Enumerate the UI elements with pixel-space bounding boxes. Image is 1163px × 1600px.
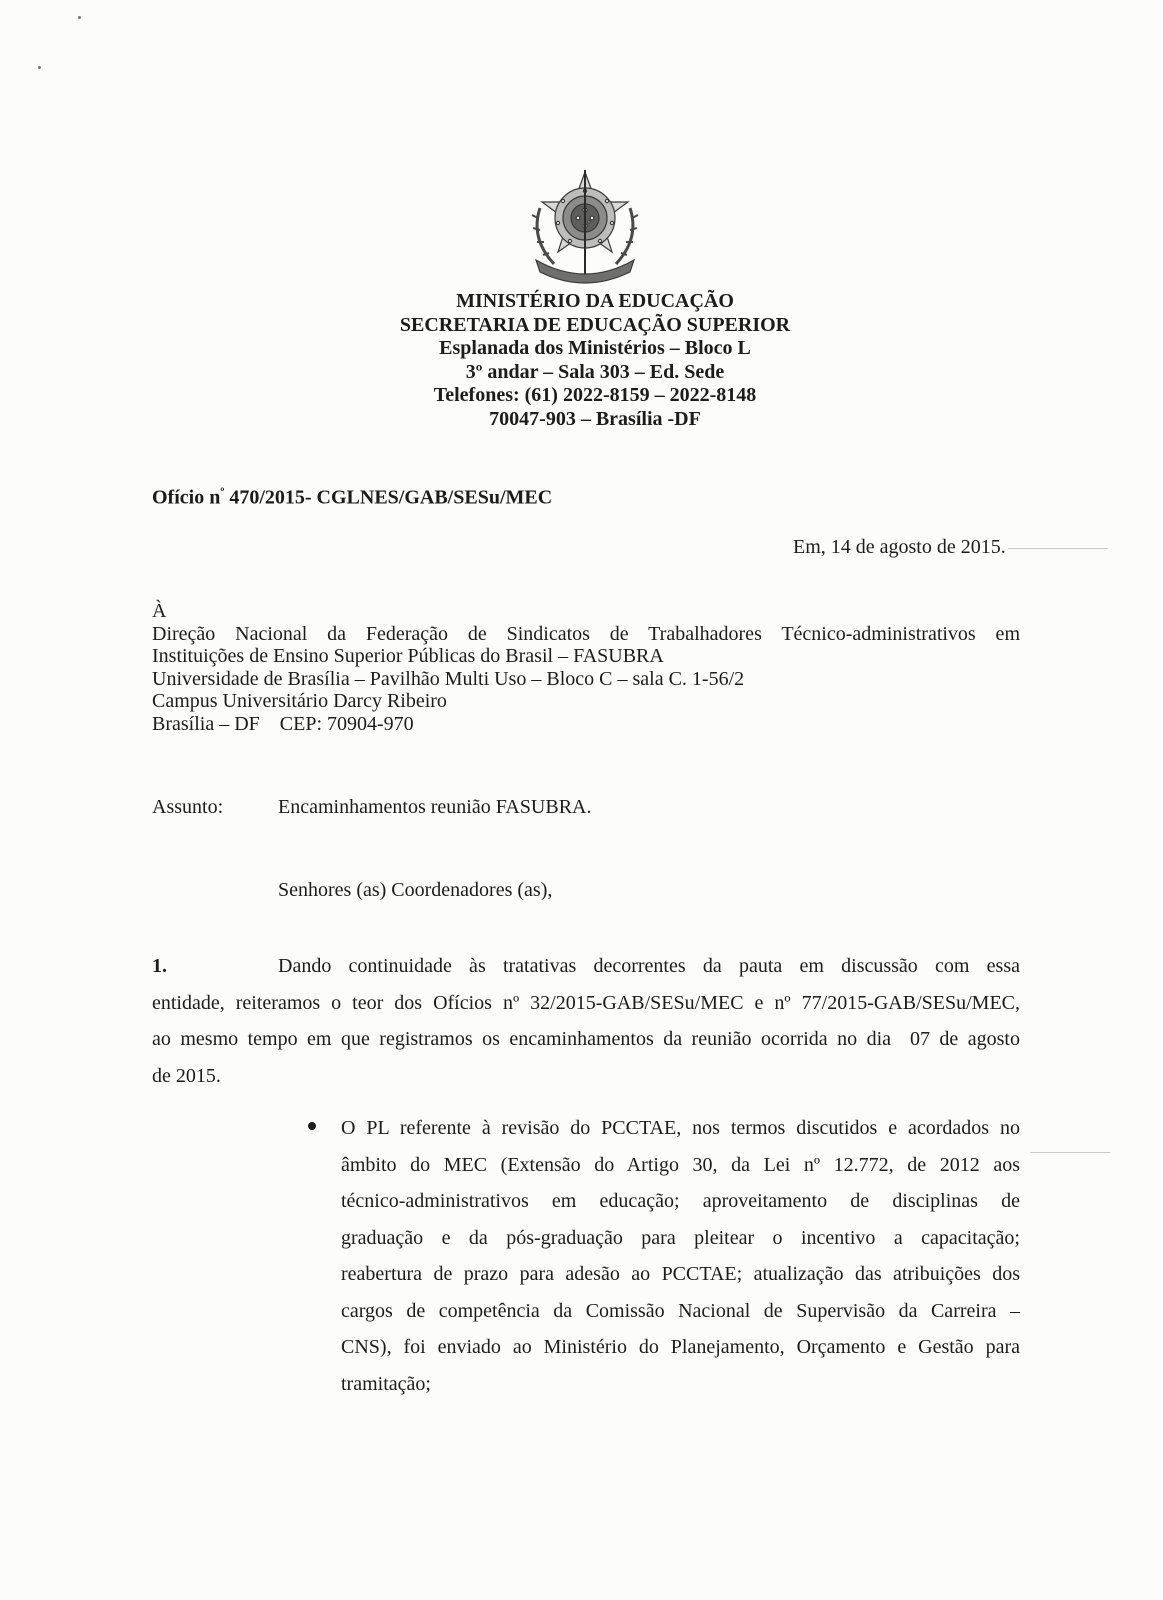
subject-line xyxy=(152,796,591,819)
bullet-line: âmbito do MEC (Extensão do Artigo 30, da Lei nº 12.772, de 2012 aos xyxy=(341,1153,1020,1176)
greeting: Senhores (as) Coordenadores (as), xyxy=(278,879,553,901)
bullet-line: tramitação; xyxy=(341,1372,431,1395)
oficio-number xyxy=(152,485,552,510)
oficio-superscript: º xyxy=(220,485,225,499)
paragraph-line: ao mesmo tempo em que registramos os encaminhamentos da reunião ocorrida no dia 07 de agosto xyxy=(152,1028,1020,1050)
recipient-salutation: À xyxy=(152,600,167,622)
scan-artifact-line xyxy=(1030,1152,1110,1153)
bullet-line: técnico-administrativos em educação; aproveitamento de disciplinas de xyxy=(341,1190,1020,1212)
address-line-1: Esplanada dos Ministérios – Bloco L xyxy=(439,337,751,359)
coat-of-arms-emblem xyxy=(518,168,652,286)
paragraph-1 xyxy=(152,948,1020,1094)
oficio-prefix: Ofício n xyxy=(152,486,221,509)
phone-line: Telefones: (61) 2022-8159 – 2022-8148 xyxy=(433,384,757,406)
bullet-line: cargos de competência da Comissão Nacional de Supervisão da Carreira – xyxy=(341,1299,1020,1322)
paragraph-line-text: Dando continuidade às tratativas decorrentes da pauta em discussão com essa xyxy=(278,955,1020,977)
bullet-text xyxy=(341,1110,1020,1402)
recipient-line: Universidade de Brasília – Pavilhão Multi Uso – Bloco C – sala C. 1-56/2 xyxy=(152,667,745,690)
bullet-line: O PL referente à revisão do PCCTAE, nos termos discutidos e acordados no xyxy=(341,1117,1020,1139)
scan-speck xyxy=(38,66,41,69)
bullet-line: CNS), foi enviado ao Ministério do Planejamento, Orçamento e Gestão para xyxy=(341,1336,1020,1358)
ministry-name: MINISTÉRIO DA EDUCAÇÃO xyxy=(456,290,734,312)
letterhead xyxy=(300,290,890,431)
recipient-block xyxy=(152,600,1020,735)
postal-code-line: 70047-903 – Brasília -DF xyxy=(489,407,701,430)
recipient-line: Direção Nacional da Federação de Sindicatos de Trabalhadores Técnico-administrativos em xyxy=(152,622,1020,645)
bullet-line: graduação e da pós-graduação para pleitear o incentivo a capacitação; xyxy=(341,1226,1020,1249)
secretariat-name: SECRETARIA DE EDUCAÇÃO SUPERIOR xyxy=(399,313,791,336)
paragraph-line xyxy=(152,948,1020,985)
address-line-2: 3º andar – Sala 303 – Ed. Sede xyxy=(465,360,725,383)
bullet-line: reabertura de prazo para adesão ao PCCTAE; atualização das atribuições dos xyxy=(341,1263,1020,1285)
paragraph-number: 1. xyxy=(152,955,167,977)
recipient-line: Brasília – DF CEP: 70904-970 xyxy=(152,712,414,735)
paragraph-line: entidade, reiteramos o teor dos Ofícios nº 32/2015-GAB/SESu/MEC e nº 77/2015-GAB/SESu/MEC, xyxy=(152,991,1020,1014)
recipient-line: Instituições de Ensino Superior Públicas do Brasil – FASUBRA xyxy=(152,645,664,667)
subject-label: Assunto: xyxy=(152,796,224,818)
scan-speck xyxy=(78,16,81,19)
recipient-line: Campus Universitário Darcy Ribeiro xyxy=(152,690,447,712)
paragraph-line: de 2015. xyxy=(152,1064,221,1087)
scan-artifact-line xyxy=(1008,548,1108,549)
oficio-code: 470/2015- CGLNES/GAB/SESu/MEC xyxy=(224,486,553,509)
bullet-dot-icon xyxy=(308,1122,316,1130)
letter-date: Em, 14 de agosto de 2015. xyxy=(793,536,1006,558)
subject-text: Encaminhamentos reunião FASUBRA. xyxy=(278,796,592,818)
bullet-item xyxy=(308,1110,1020,1402)
